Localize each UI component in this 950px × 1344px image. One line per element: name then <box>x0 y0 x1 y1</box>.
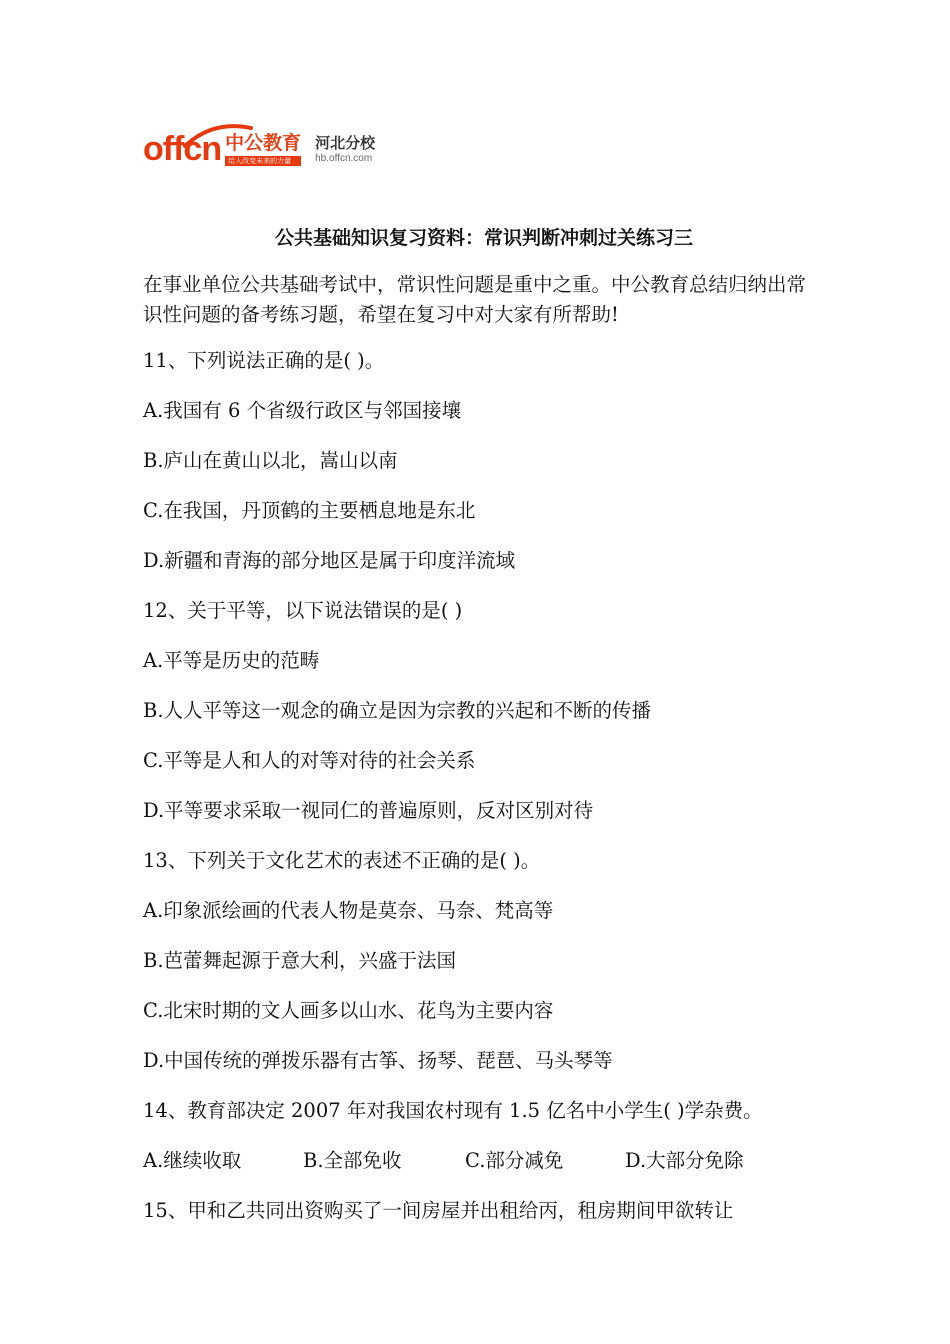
question-14-option-b: B.全部免收 <box>303 1149 402 1172</box>
question-13-option-a: A.印象派绘画的代表人物是莫奈、马奈、梵高等 <box>143 899 554 922</box>
question-14-stem: 14、教育部决定 2007 年对我国农村现有 1.5 亿名中小学生( )学杂费。 <box>143 1099 763 1122</box>
document-body <box>143 270 823 1246</box>
logo-swoosh-icon <box>183 124 253 148</box>
question-11-stem: 11、下列说法正确的是( )。 <box>143 349 385 372</box>
logo-name: 中公教育 <box>225 132 302 154</box>
question-13-option-d: D.中国传统的弹拨乐器有古筝、扬琴、琵琶、马头琴等 <box>143 1049 613 1072</box>
question-11-option-a: A.我国有 6 个省级行政区与邻国接壤 <box>143 399 462 422</box>
question-12-option-a: A.平等是历史的范畴 <box>143 649 320 672</box>
question-12-option-b: B.人人平等这一观念的确立是因为宗教的兴起和不断的传播 <box>143 699 652 722</box>
question-14-options <box>143 1146 823 1196</box>
logo-mark: offcn <box>143 126 221 172</box>
question-14-option-c: C.部分减免 <box>465 1149 564 1172</box>
question-11-option-c: C.在我国，丹顶鹤的主要栖息地是东北 <box>143 499 476 522</box>
document-title: 公共基础知识复习资料：常识判断冲刺过关练习三 <box>274 227 693 249</box>
question-11-option-d: D.新疆和青海的部分地区是属于印度洋流域 <box>143 549 516 572</box>
question-12-stem: 12、关于平等，以下说法错误的是( ) <box>143 599 463 622</box>
question-14-option-d: D.大部分免除 <box>625 1149 744 1172</box>
question-14-option-a: A.继续收取 <box>143 1149 242 1172</box>
question-13-option-c: C.北宋时期的文人画多以山水、花鸟为主要内容 <box>143 999 554 1022</box>
branch-url: hb.offcn.com <box>315 153 373 164</box>
question-12-option-c: C.平等是人和人的对等对待的社会关系 <box>143 749 476 772</box>
logo-slogan: 给人改变未来的力量 <box>225 156 301 166</box>
intro-paragraph: 在事业单位公共基础考试中，常识性问题是重中之重。中公教育总结归纳出常识性问题的备考练习题，希望在复习中对大家有所帮助! <box>143 273 807 326</box>
question-13-stem: 13、下列关于文化艺术的表述不正确的是( )。 <box>143 849 541 872</box>
question-15-stem: 15、甲和乙共同出资购买了一间房屋并出租给丙，租房期间甲欲转让 <box>143 1199 734 1222</box>
question-13-option-b: B.芭蕾舞起源于意大利，兴盛于法国 <box>143 949 457 972</box>
branch-name: 河北分校 <box>315 134 376 152</box>
question-11-option-b: B.庐山在黄山以北，嵩山以南 <box>143 449 398 472</box>
offcn-logo <box>143 126 375 172</box>
question-12-option-d: D.平等要求采取一视同仁的普遍原则，反对区别对待 <box>143 799 594 822</box>
